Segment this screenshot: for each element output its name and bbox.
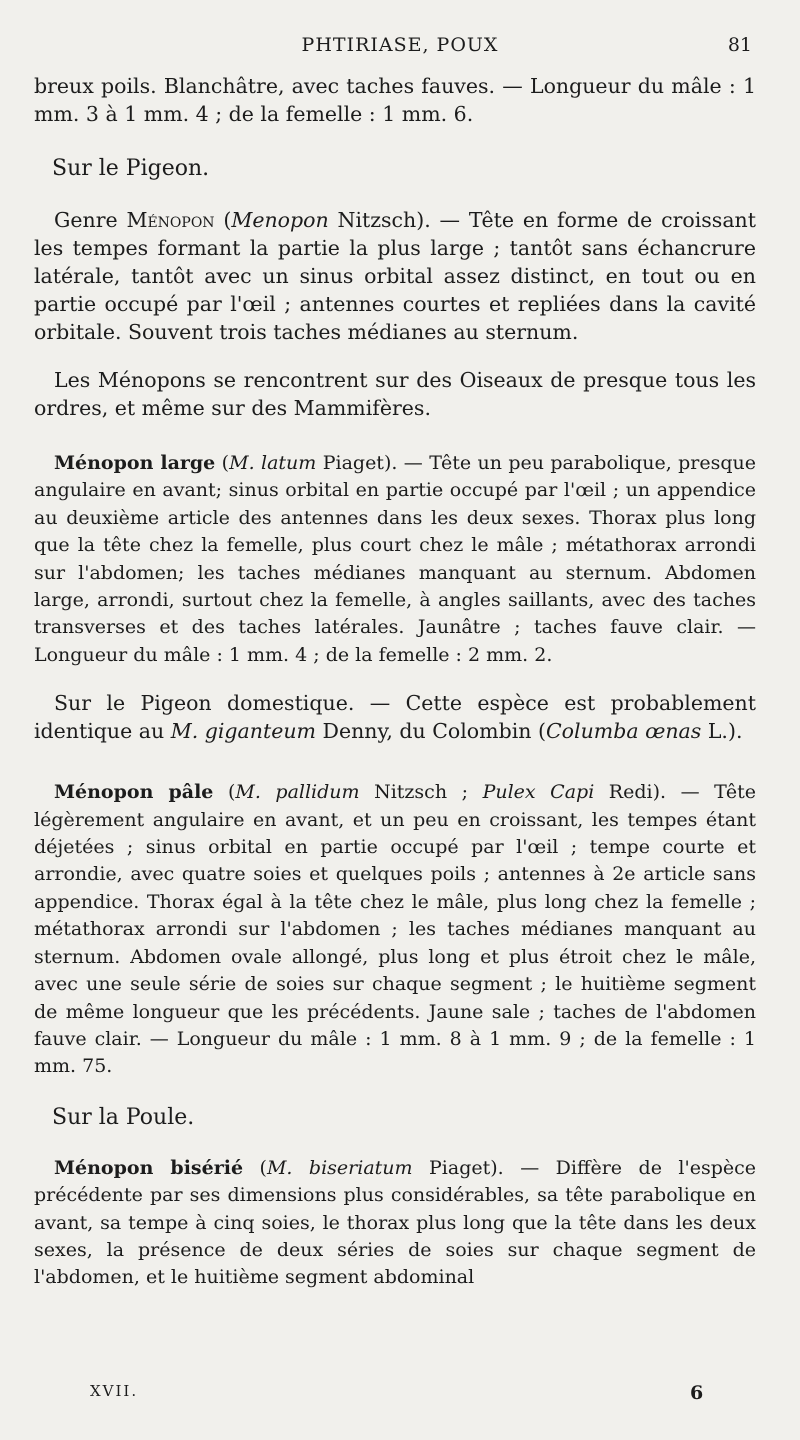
species-large-name: Ménopon large xyxy=(54,452,216,474)
species-pale-latin-a: M. pallidum xyxy=(235,781,360,804)
species-biserie-open: ( xyxy=(243,1156,267,1179)
signature-mark: XVII. xyxy=(90,1382,139,1400)
species-large-open: ( xyxy=(215,452,230,474)
running-title: PHTIRIASE, POUX xyxy=(301,34,499,56)
species-biserie-name: Ménopon bisérié xyxy=(54,1156,244,1179)
domestic-pigeon-note xyxy=(34,689,756,745)
species-pale-open: ( xyxy=(213,781,236,804)
species-pale-text: Redi). — Tête légèrement angulaire en avant, et un peu en croissant, les tempes étant déjetées ; sinus orbital en partie occupé par l'œil ; tempe courte et arrondie, avec quatre soies et quelques poils ; antennes à 2e article sans appendice. Thorax égal à la tête chez le mâle, plus long chez la femelle ; métathorax arrondi sur l'abdomen ; les taches médianes manquant au sternum. Abdomen ovale allongé, plus long et plus étroit chez le mâle, avec une seule série de soies sur chaque segment ; le huitième segment de même longueur que les précédents. Jaune sale ; taches de l'abdomen fauve clair. — Longueur du mâle : 1 mm. 8 à 1 mm. 9 ; de la femelle : 1 mm. 75. xyxy=(34,781,757,1078)
page-body xyxy=(34,72,756,1292)
page-number: 81 xyxy=(727,34,752,56)
species-large-latin: latum xyxy=(261,452,317,474)
species-biserie-text: Piaget). — Diffère de l'espèce précédente par ses dimensions plus considérables, sa tête parabolique en avant, sa tempe à cinq soies, le thorax plus long que la tête dans les deux sexes, la présence de deux séries de soies sur chaque segment de l'abdomen, et le huitième segment abdominal xyxy=(34,1156,756,1289)
domestic-latin-b: Columba œnas xyxy=(545,719,702,744)
species-pale-name: Ménopon pâle xyxy=(54,781,214,804)
species-pale xyxy=(34,779,756,1080)
species-pale-mid: Nitzsch ; xyxy=(359,781,483,804)
species-biserie-latin: M. biseriatum xyxy=(266,1156,413,1179)
genre-paragraph xyxy=(34,206,756,346)
species-pale-latin-b: Pulex Capi xyxy=(482,781,595,804)
genre-latin: Menopon xyxy=(231,208,329,232)
general-note: Les Ménopons se rencontrent sur des Oiseaux de presque tous les ordres, et même sur des Mammifères. xyxy=(34,368,756,420)
genre-name: Ménopon xyxy=(126,208,215,232)
genre-lead: Genre xyxy=(54,208,118,232)
host-heading-poule: Sur la Poule. xyxy=(52,1104,195,1130)
domestic-text-c: L.). xyxy=(701,719,743,744)
page-header xyxy=(0,34,800,60)
genre-text: Nitzsch). — Tête en forme de croissant les tempes formant la partie la plus large ; tantôt sans échancrure latérale, tantôt avec un sinus orbital assez distinct, en tout ou en partie occupé par l'œil ; antennes courtes et repliées dans la cavité orbitale. Souvent trois taches médianes au sternum. xyxy=(34,208,756,344)
domestic-latin-a: M. giganteum xyxy=(170,719,316,744)
species-large xyxy=(34,450,756,669)
domestic-text-b: Denny, du Colombin ( xyxy=(316,719,546,744)
domestic-text-a: Sur le Pigeon domestique. — Cette espèce est probablement identique au xyxy=(34,691,756,744)
species-large-abbr: M. xyxy=(229,452,255,474)
species-large-text: Piaget). — Tête un peu parabolique, presque angulaire en avant; sinus orbital en partie occupé par l'œil ; un appendice au deuxième article des antennes dans les deux sexes. Thorax plus long que la tête chez la femelle, plus court chez le mâle ; métathorax arrondi sur l'abdomen; les taches médianes manquant au sternum. Abdomen large, arrondi, surtout chez la femelle, à angles saillants, avec des taches transverses et des taches latérales. Jaunâtre ; taches fauve clair. — Longueur du mâle : 1 mm. 4 ; de la femelle : 2 mm. 2. xyxy=(34,452,757,666)
genre-paren: ( xyxy=(214,208,232,232)
species-biserie xyxy=(34,1155,756,1292)
sheet-number: 6 xyxy=(690,1382,704,1404)
page-footer xyxy=(0,1382,800,1408)
host-heading-pigeon: Sur le Pigeon. xyxy=(52,156,210,181)
intro-continuation: breux poils. Blanchâtre, avec taches fauves. — Longueur du mâle : 1 mm. 3 à 1 mm. 4 ; de la femelle : 1 mm. 6. xyxy=(34,74,756,126)
